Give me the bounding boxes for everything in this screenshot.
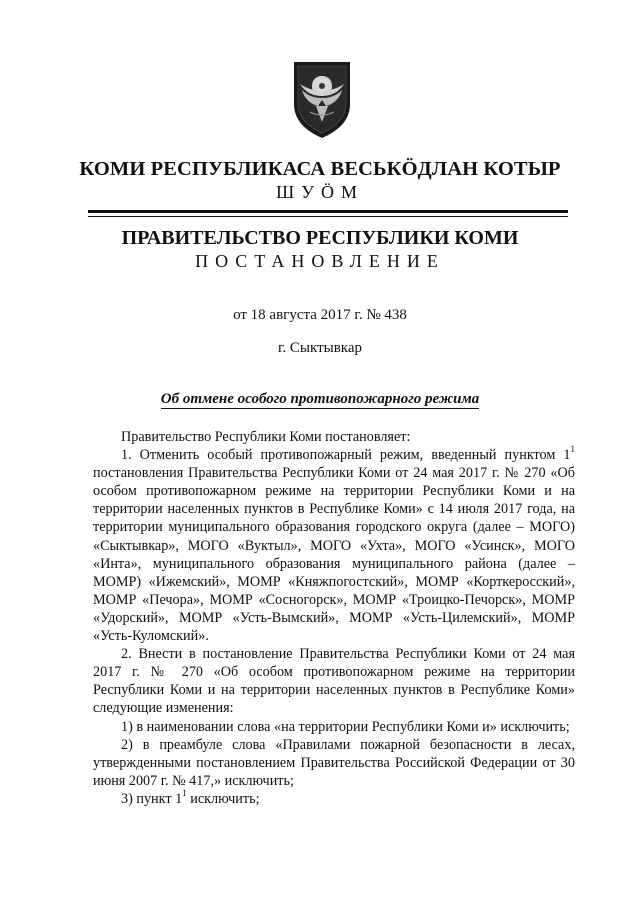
paragraph-1-superscript: 1 (570, 444, 575, 455)
body-preamble: Правительство Республики Коми постановляет: (121, 429, 411, 445)
body-paragraph-1 (93, 446, 575, 645)
decree-subject-text: Об отмене особого противопожарного режима (160, 391, 480, 407)
decree-label: ПОСТАНОВЛЕНИЕ (195, 251, 445, 271)
item-3-rest: исключить; (186, 790, 260, 807)
decree-city: г. Сыктывкар (277, 340, 363, 356)
coat-of-arms-emblem (290, 60, 354, 140)
body-paragraph-2-item-1: 1) в наименовании слова «на территории Республики Коми и» исключить; (121, 718, 570, 735)
header-rule-thin (88, 216, 568, 217)
paragraph-1-start: 1. Отменить особый противопожарный режим, введенный пунктом 1 (121, 447, 571, 464)
item-3-start: 3) пункт 1 (121, 790, 183, 807)
decree-date-number: от 18 августа 2017 г. № 438 (233, 307, 407, 323)
komi-government-title: КОМИ РЕСПУБЛИКАСА ВЕСЬКÖДЛАН КОТЫР (79, 158, 561, 180)
body-paragraph-2: 2. Внести в постановление Правительства Республики Коми от 24 мая 2017 г. № 270 «Об особом противопожарном режиме на территории Республики Коми и на территории населенных пунктов в Республике Коми» следующие изменения: (93, 646, 575, 717)
body-paragraph-2-item-2: 2) в преамбуле слова «Правилами пожарной безопасности в лесах, утвержденными постановлением Правительства Российской Федерации от 30 июня 2007 г. № 417,» исключить; (93, 736, 575, 789)
decree-subject (0, 391, 640, 408)
body-paragraph-2-item-3 (93, 790, 575, 808)
item-3-superscript: 1 (182, 788, 187, 799)
decree-body (93, 428, 575, 808)
komi-decree-label: ШУÖМ (276, 182, 364, 202)
government-title: ПРАВИТЕЛЬСТВО РЕСПУБЛИКИ КОМИ (121, 227, 519, 249)
header-rule-thick (88, 210, 568, 213)
paragraph-1-rest: постановления Правительства Республики Коми от 24 мая 2017 г. № 270 «Об особом противопожарном режиме на территории Республики Коми и на территории населенных пунктов в Республике Коми» с 14 июля 2017 года, на территории муниципального образования городского округа (далее – МОГО) «Сыктывкар», МОГО «Вуктыл», МОГО «Ухта», МОГО «Усинск», МОГО «Инта», муниципального образования муниципального района (далее – МОМР) «Ижемский», МОМР «Княжпогостский», МОМР «Корткеросский», МОМР «Печора», МОМР «Сосногорск», МОМР «Троицко-Печорск», МОМР «Удорский», МОМР «Усть-Вымский», МОМР «Усть-Цилемский», МОМР «Усть-Куломский». (93, 465, 575, 645)
